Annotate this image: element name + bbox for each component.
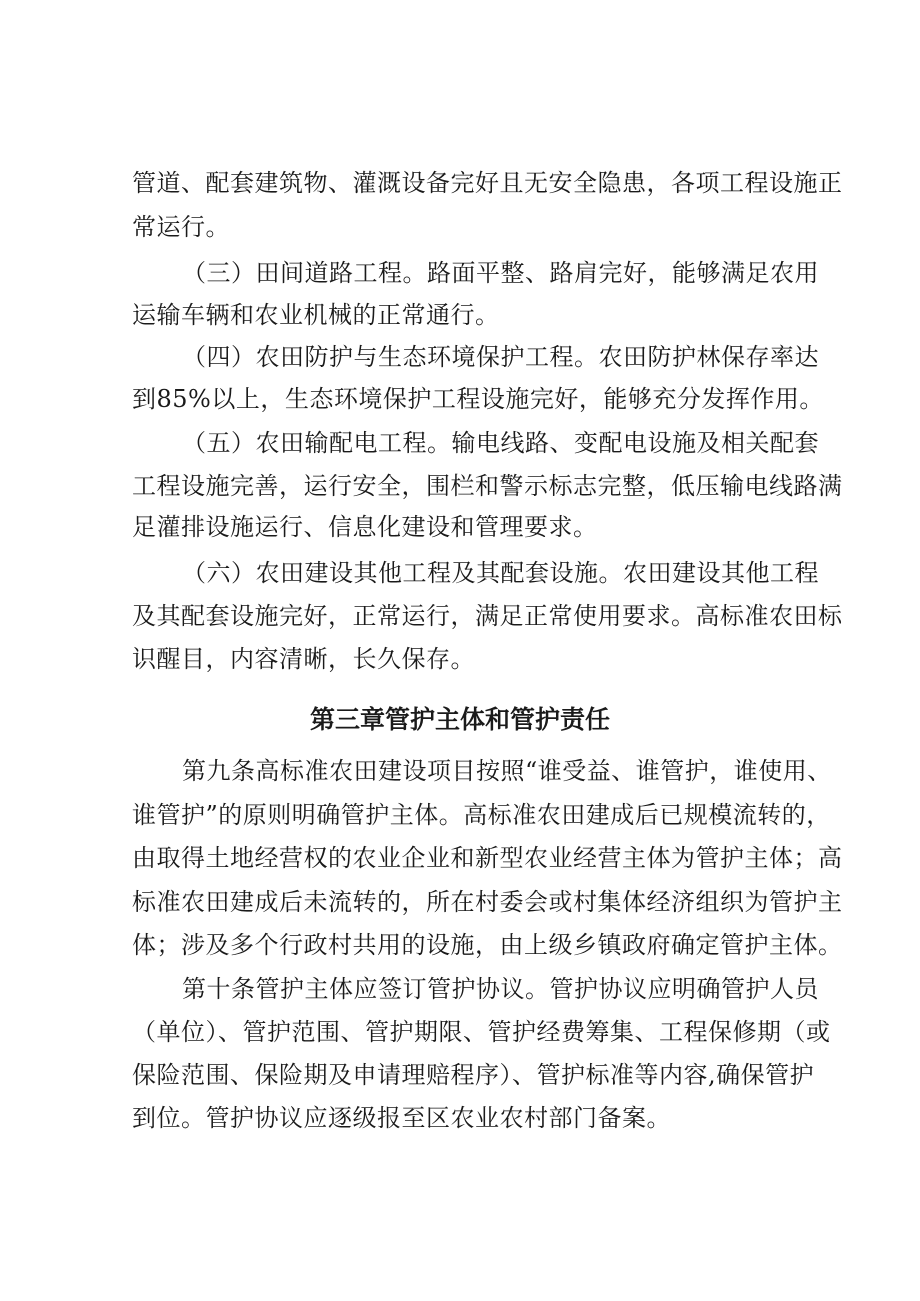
body-text-line: 到85%以上，生态环境保护工程设施完好，能够充分发挥作用。 xyxy=(132,385,824,413)
body-text-line: 足灌排设施运行、信息化建设和管理要求。 xyxy=(132,513,598,541)
body-text-line: 工程设施完善，运行安全，围栏和警示标志完整，低压输电线路满 xyxy=(132,472,843,500)
body-text-line: 识醒目，内容清晰，长久保存。 xyxy=(132,645,475,673)
body-text-line: 常运行。 xyxy=(132,213,230,241)
chapter-heading: 第三章管护主体和管护责任 xyxy=(310,705,611,734)
body-text-line: 体；涉及多个行政村共用的设施，由上级乡镇政府确定管护主体。 xyxy=(132,931,843,959)
body-text-line: 保险范围、保险期及申请理赔程序）、管护标准等内容,确保管护 xyxy=(132,1061,815,1089)
section-6-first-line: （六）农田建设其他工程及其配套设施。农田建设其他工程 xyxy=(182,559,819,587)
body-text-line: 由取得土地经营权的农业企业和新型农业经营主体为管护主体；高 xyxy=(132,844,843,872)
body-text-line: 管道、配套建筑物、灌溉设备完好且无安全隐患，各项工程设施正 xyxy=(132,169,843,197)
body-text-line: 及其配套设施完好，正常运行，满足正常使用要求。高标准农田标 xyxy=(132,602,843,630)
body-text-line: 到位。管护协议应逐级报至区农业农村部门备案。 xyxy=(132,1104,671,1132)
body-text-line: 谁管护”的原则明确管护主体。高标准农田建成后已规模流转的， xyxy=(132,801,831,829)
body-text-line: （单位）、管护范围、管护期限、管护经费筹集、工程保修期（或 xyxy=(132,1018,831,1046)
article-10-first-line: 第十条管护主体应签订管护协议。管护协议应明确管护人员 xyxy=(182,975,819,1003)
body-text-line: 运输车辆和农业机械的正常通行。 xyxy=(132,301,500,329)
section-3-first-line: （三）田间道路工程。路面平整、路肩完好，能够满足农用 xyxy=(182,259,819,287)
section-5-first-line: （五）农田输配电工程。输电线路、变配电设施及相关配套 xyxy=(182,429,819,457)
article-9-first-line: 第九条高标准农田建设项目按照“谁受益、谁管护，谁使用、 xyxy=(182,757,832,785)
body-text-line: 标准农田建成后未流转的，所在村委会或村集体经济组织为管护主 xyxy=(132,888,843,916)
section-4-first-line: （四）农田防护与生态环境保护工程。农田防护林保存率达 xyxy=(182,343,819,371)
